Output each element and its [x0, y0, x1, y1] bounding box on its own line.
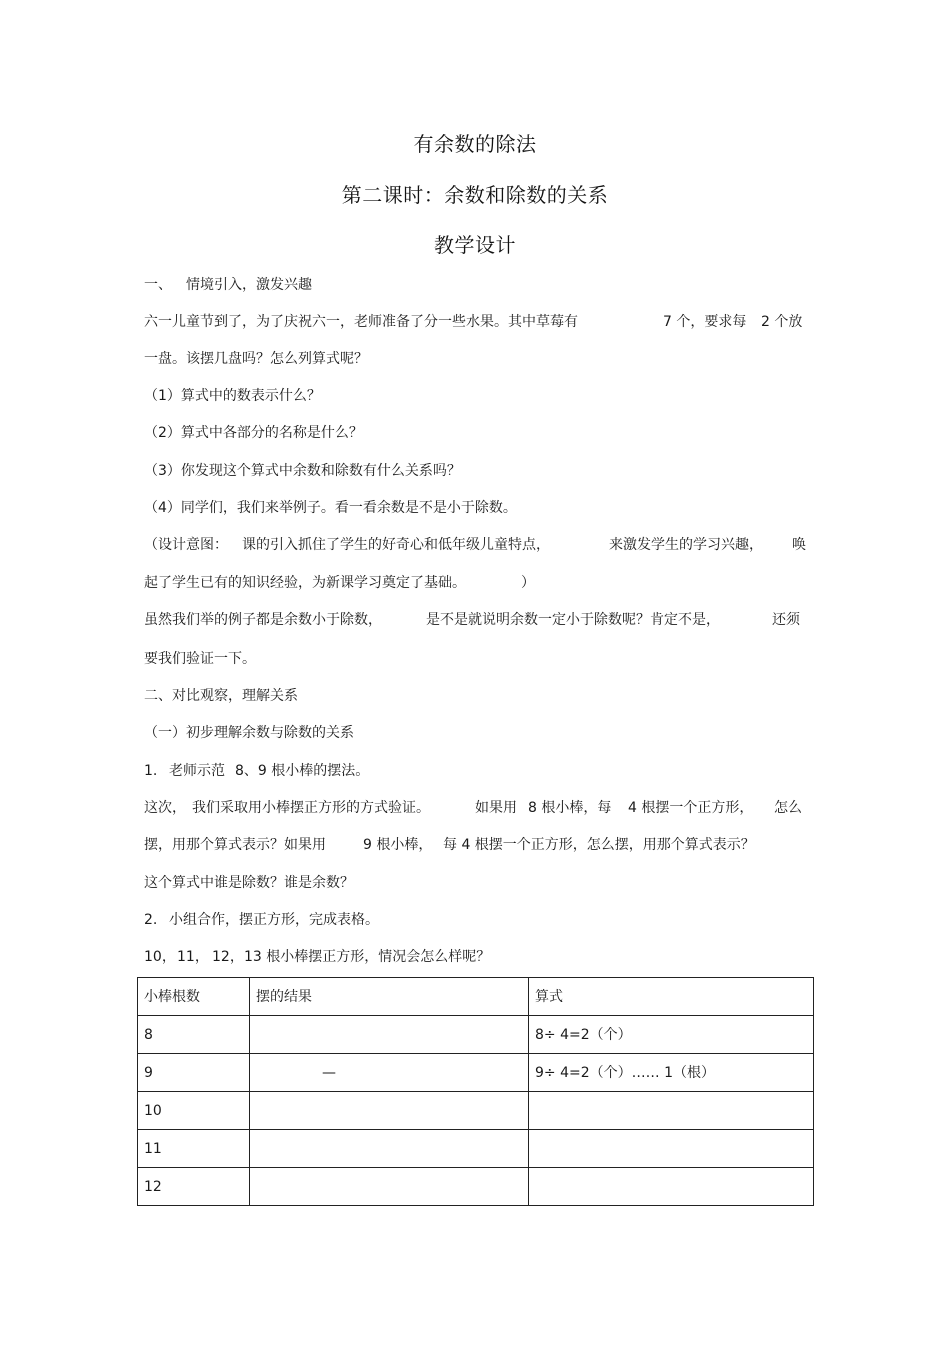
text-fragment: 8 根小棒，每	[528, 800, 612, 816]
text-fragment: （一）初步理解余数与除数的关系	[144, 725, 354, 741]
page-title: 有余数的除法	[413, 132, 537, 156]
table-row	[138, 1016, 814, 1054]
text-fragment: 一、	[144, 277, 172, 293]
table-row	[138, 1130, 814, 1168]
table-cell	[250, 1130, 529, 1168]
text-fragment: 小组合作，摆正方形，完成表格。	[169, 912, 379, 928]
text-fragment: 12，	[212, 949, 244, 965]
header-cell: 摆的结果	[250, 978, 529, 1016]
table-cell	[250, 1016, 529, 1054]
table-cell: 12	[138, 1168, 250, 1206]
table-cell: 8	[138, 1016, 250, 1054]
table-cell	[250, 1092, 529, 1130]
text-fragment: （4）同学们，我们来举例子。看一看余数是不是小于除数。	[144, 500, 517, 516]
text-fragment: 10，	[144, 949, 176, 965]
text-fragment: 要我们验证一下。	[144, 651, 256, 667]
table-cell	[529, 1092, 814, 1130]
text-fragment: 11，	[177, 949, 209, 965]
text-fragment: 1.	[144, 763, 158, 779]
text-fragment: （2）算式中各部分的名称是什么？	[144, 425, 363, 441]
text-fragment: （设计意图：	[144, 537, 228, 553]
table-cell: 10	[138, 1092, 250, 1130]
text-fragment: 一盘。该摆几盘吗？怎么列算式呢？	[144, 351, 368, 367]
text-fragment: （3）你发现这个算式中余数和除数有什么关系吗？	[144, 463, 461, 479]
table-row	[138, 1092, 814, 1130]
text-fragment: 唤	[792, 537, 806, 553]
table-cell: 9	[138, 1054, 250, 1092]
table-cell: 9÷ 4=2（个）…… 1（根）	[529, 1054, 814, 1092]
text-fragment: 13 根小棒摆正方形，情况会怎么样呢？	[244, 949, 491, 965]
text-fragment: 怎么	[774, 800, 802, 816]
table-cell	[250, 1054, 529, 1092]
text-fragment: 4 根摆一个正方形，	[628, 800, 754, 816]
text-fragment: 摆，用那个算式表示？如果用	[144, 837, 326, 853]
table-cell: 11	[138, 1130, 250, 1168]
dash-mark: —	[322, 1064, 336, 1081]
text-fragment: 2.	[144, 912, 158, 928]
header-cell: 小棒根数	[138, 978, 250, 1016]
text-fragment: 每 4 根摆一个正方形，怎么摆，用那个算式表示？	[443, 837, 755, 853]
table-cell: 8÷ 4=2（个）	[529, 1016, 814, 1054]
results-table	[137, 977, 814, 1206]
text-fragment: 8、9 根小棒的摆法。	[235, 763, 370, 779]
text-fragment: 情境引入，激发兴趣	[186, 277, 312, 293]
text-fragment: 课的引入抓住了学生的好奇心和低年级儿童特点，	[242, 537, 550, 553]
header-cell: 算式	[529, 978, 814, 1016]
text-fragment: 还须	[772, 612, 800, 628]
table-row	[138, 1054, 814, 1092]
text-fragment: 来激发学生的学习兴趣，	[609, 537, 763, 553]
text-fragment: 老师示范	[169, 763, 225, 779]
text-fragment: 2 个放	[761, 314, 803, 330]
text-fragment: 虽然我们举的例子都是余数小于除数，	[144, 612, 382, 628]
table-row	[138, 1168, 814, 1206]
table-cell	[250, 1168, 529, 1206]
text-fragment: 这次，	[144, 800, 186, 816]
text-fragment: 我们采取用小棒摆正方形的方式验证。	[192, 800, 430, 816]
text-fragment: 这个算式中谁是除数？谁是余数？	[144, 875, 354, 891]
text-fragment: 六一儿童节到了，为了庆祝六一，老师准备了分一些水果。其中草莓有	[144, 314, 578, 330]
text-fragment: 9 根小棒，	[363, 837, 433, 853]
text-fragment: （1）算式中的数表示什么？	[144, 388, 321, 404]
text-fragment: 7 个，要求每	[663, 314, 747, 330]
text-fragment: 如果用	[475, 800, 517, 816]
text-fragment: 起了学生已有的知识经验，为新课学习奠定了基础。	[144, 575, 466, 591]
text-fragment: 是不是就说明余数一定小于除数呢？肯定不是，	[426, 612, 720, 628]
table-cell	[529, 1130, 814, 1168]
section-heading: 教学设计	[434, 233, 516, 257]
lesson-subtitle: 第二课时：余数和除数的关系	[341, 183, 609, 207]
text-fragment: ）	[521, 575, 535, 591]
text-fragment: 二、对比观察，理解关系	[144, 688, 298, 704]
table-header-row	[138, 978, 814, 1016]
table-cell	[529, 1168, 814, 1206]
